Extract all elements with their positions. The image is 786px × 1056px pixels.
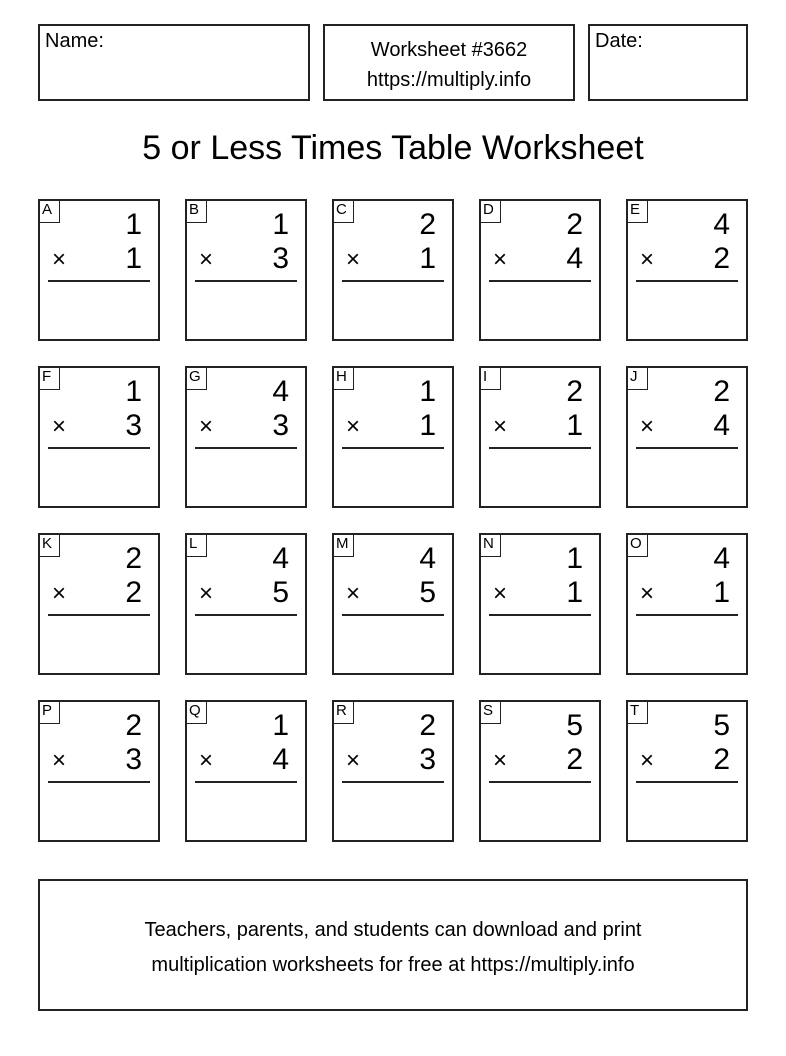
problem-card-j (626, 366, 748, 508)
multiplier: 1 (566, 409, 583, 442)
times-sign: × (640, 580, 655, 607)
answer-line (195, 280, 297, 282)
worksheet-url: https://multiply.info (366, 69, 532, 91)
problem-letter: P (38, 700, 60, 724)
multiplicand: 4 (713, 208, 730, 241)
problem-letter: K (38, 533, 60, 557)
multiplier: 4 (566, 242, 583, 275)
problem-card-q (185, 700, 307, 842)
problem-card-p (38, 700, 160, 842)
problem-card-k (38, 533, 160, 675)
times-sign: × (640, 747, 655, 774)
multiplicand: 2 (713, 375, 730, 408)
multiplicand: 1 (566, 542, 583, 575)
times-sign: × (346, 747, 361, 774)
multiplier: 3 (272, 409, 289, 442)
answer-line (342, 280, 444, 282)
problem-letter: B (185, 199, 207, 223)
problem-card-o (626, 533, 748, 675)
multiplier: 4 (713, 409, 730, 442)
multiplicand: 4 (272, 375, 289, 408)
problem-card-n (479, 533, 601, 675)
times-sign: × (199, 246, 214, 273)
answer-line (489, 614, 591, 616)
worksheet-number: Worksheet #3662 (370, 39, 528, 61)
problem-letter: C (332, 199, 354, 223)
footer-box (38, 879, 748, 1011)
multiplicand: 4 (713, 542, 730, 575)
problem-card-a (38, 199, 160, 341)
problem-letter: R (332, 700, 354, 724)
times-sign: × (640, 413, 655, 440)
multiplier: 1 (713, 576, 730, 609)
problem-letter: M (332, 533, 354, 557)
multiplier: 2 (125, 576, 142, 609)
problem-card-g (185, 366, 307, 508)
problem-letter: S (479, 700, 501, 724)
date-label: Date: (595, 30, 643, 52)
multiplicand: 1 (125, 208, 142, 241)
problem-letter: O (626, 533, 648, 557)
problem-letter: D (479, 199, 501, 223)
times-sign: × (199, 747, 214, 774)
problem-card-c (332, 199, 454, 341)
answer-line (489, 781, 591, 783)
worksheet-info-box (323, 24, 575, 101)
problem-grid (38, 199, 749, 843)
answer-line (48, 781, 150, 783)
problem-letter: T (626, 700, 648, 724)
multiplicand: 1 (125, 375, 142, 408)
multiplier: 4 (272, 743, 289, 776)
times-sign: × (493, 246, 508, 273)
times-sign: × (493, 747, 508, 774)
times-sign: × (199, 580, 214, 607)
multiplier: 3 (419, 743, 436, 776)
multiplier: 2 (566, 743, 583, 776)
times-sign: × (346, 580, 361, 607)
problem-card-e (626, 199, 748, 341)
times-sign: × (52, 580, 67, 607)
multiplier: 2 (713, 743, 730, 776)
multiplicand: 1 (272, 208, 289, 241)
page-title: 5 or Less Times Table Worksheet (142, 129, 644, 167)
problem-card-i (479, 366, 601, 508)
multiplicand: 1 (272, 709, 289, 742)
problem-letter: J (626, 366, 648, 390)
multiplier: 5 (419, 576, 436, 609)
problem-letter: E (626, 199, 648, 223)
multiplicand: 2 (566, 208, 583, 241)
times-sign: × (52, 246, 67, 273)
answer-line (195, 781, 297, 783)
answer-line (342, 781, 444, 783)
problem-card-s (479, 700, 601, 842)
problem-card-h (332, 366, 454, 508)
date-field[interactable] (588, 24, 748, 101)
answer-line (48, 280, 150, 282)
problem-card-f (38, 366, 160, 508)
multiplicand: 2 (419, 208, 436, 241)
times-sign: × (52, 747, 67, 774)
answer-line (636, 447, 738, 449)
multiplicand: 5 (713, 709, 730, 742)
answer-line (489, 447, 591, 449)
multiplier: 1 (125, 242, 142, 275)
answer-line (195, 447, 297, 449)
problem-letter: G (185, 366, 207, 390)
multiplicand: 4 (272, 542, 289, 575)
multiplier: 5 (272, 576, 289, 609)
times-sign: × (640, 246, 655, 273)
multiplier: 1 (419, 409, 436, 442)
multiplicand: 1 (419, 375, 436, 408)
answer-line (342, 447, 444, 449)
problem-letter: Q (185, 700, 207, 724)
multiplicand: 2 (566, 375, 583, 408)
name-label: Name: (45, 30, 104, 52)
answer-line (489, 280, 591, 282)
multiplier: 2 (713, 242, 730, 275)
problem-card-l (185, 533, 307, 675)
problem-letter: A (38, 199, 60, 223)
problem-letter: H (332, 366, 354, 390)
multiplier: 3 (125, 743, 142, 776)
footer-line-1: Teachers, parents, and students can download and print (144, 919, 642, 941)
multiplier: 3 (125, 409, 142, 442)
multiplier: 1 (566, 576, 583, 609)
times-sign: × (493, 580, 508, 607)
problem-card-r (332, 700, 454, 842)
problem-letter: N (479, 533, 501, 557)
problem-letter: L (185, 533, 207, 557)
times-sign: × (493, 413, 508, 440)
times-sign: × (52, 413, 67, 440)
answer-line (48, 447, 150, 449)
problem-card-m (332, 533, 454, 675)
times-sign: × (346, 413, 361, 440)
answer-line (636, 614, 738, 616)
multiplicand: 2 (419, 709, 436, 742)
problem-card-b (185, 199, 307, 341)
times-sign: × (199, 413, 214, 440)
answer-line (636, 781, 738, 783)
multiplicand: 2 (125, 709, 142, 742)
answer-line (342, 614, 444, 616)
answer-line (48, 614, 150, 616)
multiplier: 3 (272, 242, 289, 275)
multiplicand: 2 (125, 542, 142, 575)
multiplicand: 5 (566, 709, 583, 742)
name-field[interactable] (38, 24, 310, 101)
problem-letter: I (479, 366, 501, 390)
problem-letter: F (38, 366, 60, 390)
problem-card-t (626, 700, 748, 842)
multiplier: 1 (419, 242, 436, 275)
footer-line-2: multiplication worksheets for free at https://multiply.info (151, 954, 635, 976)
times-sign: × (346, 246, 361, 273)
answer-line (195, 614, 297, 616)
answer-line (636, 280, 738, 282)
multiplicand: 4 (419, 542, 436, 575)
problem-card-d (479, 199, 601, 341)
